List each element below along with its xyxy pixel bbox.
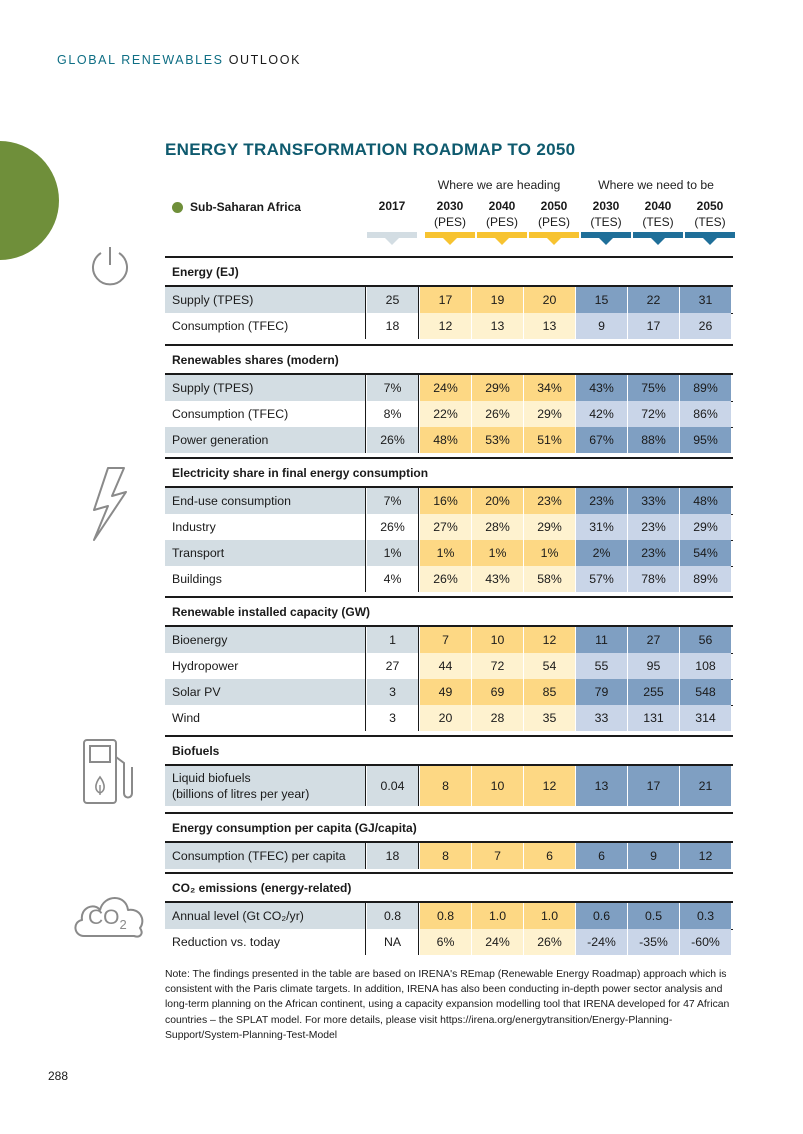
table-cell: 57% [575, 566, 627, 592]
table-cell: 108 [679, 653, 731, 679]
table-cell: 18 [366, 313, 419, 339]
table-cell: 23% [627, 540, 679, 566]
table-cell: 7 [471, 843, 523, 869]
section-rule [165, 457, 733, 459]
co2-icon-text: CO [88, 906, 120, 929]
table-cell: 1.0 [523, 903, 575, 929]
table-row [165, 566, 733, 592]
table-cell: 26% [471, 401, 523, 427]
column-arrow [442, 237, 458, 245]
table-cell: 58% [523, 566, 575, 592]
table-row [165, 843, 733, 869]
column-year: 2050 [540, 199, 568, 213]
table-cell: 24% [471, 929, 523, 955]
row-label: Hydropower [165, 653, 366, 679]
power-icon [87, 243, 133, 289]
column-year: 2017 [378, 199, 406, 213]
table-cell: 16% [419, 488, 471, 514]
table-cell: 1.0 [471, 903, 523, 929]
column-header [684, 198, 736, 230]
fuel-pump-icon [80, 737, 140, 805]
table-row [165, 627, 733, 653]
table-cell: 44 [419, 653, 471, 679]
table-cell: 67% [575, 427, 627, 453]
section-rule [165, 735, 733, 737]
table-cell: 27 [366, 653, 419, 679]
table-cell: 48% [419, 427, 471, 453]
table-cell: 3 [366, 705, 419, 731]
row-label: Power generation [165, 427, 366, 453]
section-title: Energy (EJ) [172, 265, 239, 279]
column-tab [581, 232, 631, 238]
table-cell: 33 [575, 705, 627, 731]
section-rule [165, 344, 733, 346]
tes-group-header: Where we need to be [598, 178, 714, 192]
table-cell: 131 [627, 705, 679, 731]
table-cell: 29% [679, 514, 731, 540]
region-label [172, 200, 301, 214]
column-arrow [546, 237, 562, 245]
table-cell: 85 [523, 679, 575, 705]
table-cell: 12 [679, 843, 731, 869]
table-cell: 78% [627, 566, 679, 592]
table-cell: 6% [419, 929, 471, 955]
table-cell: 72 [471, 653, 523, 679]
table-cell: 26% [419, 566, 471, 592]
table-cell: 0.8 [419, 903, 471, 929]
column-header [580, 198, 632, 230]
table-cell: 17 [627, 766, 679, 806]
table-cell: 1% [471, 540, 523, 566]
column-year: 2040 [488, 199, 516, 213]
column-tab [367, 232, 417, 238]
table-cell: 54 [523, 653, 575, 679]
table-cell: 29% [523, 401, 575, 427]
column-scenario: (TES) [694, 215, 726, 229]
table-row [165, 313, 733, 339]
table-cell: 29% [523, 514, 575, 540]
table-cell: -24% [575, 929, 627, 955]
table-row [165, 705, 733, 731]
table-cell: -60% [679, 929, 731, 955]
table-cell: 17 [627, 313, 679, 339]
table-cell: 6 [523, 843, 575, 869]
header-part2: OUTLOOK [228, 53, 302, 67]
table-row [165, 401, 733, 427]
table-cell: 10 [471, 766, 523, 806]
co2-cloud-icon [70, 880, 150, 942]
table-cell: 43% [575, 375, 627, 401]
table-cell: 72% [627, 401, 679, 427]
column-arrow [384, 237, 400, 245]
table-cell: 7% [366, 375, 419, 401]
column-scenario: (PES) [485, 215, 518, 229]
column-scenario: (TES) [590, 215, 622, 229]
table-cell: 26% [366, 427, 419, 453]
table-cell: 95 [627, 653, 679, 679]
table-cell: 13 [471, 313, 523, 339]
row-label: Supply (TPES) [165, 287, 366, 313]
table-cell: 23% [627, 514, 679, 540]
table-row [165, 514, 733, 540]
table-row [165, 653, 733, 679]
row-label: Consumption (TFEC) per capita [165, 843, 366, 869]
row-label: Wind [165, 705, 366, 731]
row-label: Annual level (Gt CO₂/yr) [165, 903, 366, 929]
column-year: 2050 [696, 199, 724, 213]
table-cell: 48% [679, 488, 731, 514]
table-cell: 23% [523, 488, 575, 514]
column-tab [425, 232, 475, 238]
table-cell: 86% [679, 401, 731, 427]
column-arrow [702, 237, 718, 245]
table-cell: 13 [523, 313, 575, 339]
row-label: Consumption (TFEC) [165, 313, 366, 339]
table-cell: 43% [471, 566, 523, 592]
section-title: Energy consumption per capita (GJ/capita) [172, 821, 417, 835]
pes-group-header: Where we are heading [437, 178, 561, 192]
table-cell: 53% [471, 427, 523, 453]
table-cell: 21 [679, 766, 731, 806]
section-title: Renewable installed capacity (GW) [172, 605, 371, 619]
table-cell: 15 [575, 287, 627, 313]
table-cell: 1% [419, 540, 471, 566]
table-cell: 56 [679, 627, 731, 653]
table-cell: 12 [523, 627, 575, 653]
table-cell: 548 [679, 679, 731, 705]
table-cell: 7% [366, 488, 419, 514]
table-cell: 1% [523, 540, 575, 566]
table-cell: 7 [419, 627, 471, 653]
row-label: Buildings [165, 566, 366, 592]
table-cell: NA [366, 929, 419, 955]
region-dot [172, 202, 183, 213]
section-rule [165, 872, 733, 874]
table-cell: 18 [366, 843, 419, 869]
table-cell: 28 [471, 705, 523, 731]
row-label: Supply (TPES) [165, 375, 366, 401]
column-header [528, 198, 580, 230]
column-arrow [650, 237, 666, 245]
footnote: Note: The findings presented in the table are based on IRENA's REmap (Renewable Energy Roadmap) approach which is consistent with the Paris climate targets. In addition, IRENA has also been conducting in-depth power sector analysis and long-term planning on the African continent, using a capacity expansion modelling tool that IRENA developed for 47 African countries – the SPLAT model. For more details, please visit https://irena.org/energytransition/Energy-Planning-Support/System-Planning-Test-Model [165, 969, 730, 1041]
table-row [165, 679, 733, 705]
row-label: Bioenergy [165, 627, 366, 653]
table-cell: 9 [627, 843, 679, 869]
column-scenario: (PES) [433, 215, 466, 229]
table-row [165, 929, 733, 955]
column-tab [633, 232, 683, 238]
row-label [165, 766, 366, 806]
table-cell: 35 [523, 705, 575, 731]
table-cell: 34% [523, 375, 575, 401]
lightning-icon [88, 466, 132, 542]
table-cell: 1 [366, 627, 419, 653]
section-title: Biofuels [172, 744, 220, 758]
table-row [165, 427, 733, 453]
table-cell: 10 [471, 627, 523, 653]
table-cell: 25 [366, 287, 419, 313]
column-scenario: (PES) [537, 215, 570, 229]
table-cell: 26% [366, 514, 419, 540]
row-label-line2: (billions of litres per year) [172, 787, 310, 801]
row-label: Industry [165, 514, 366, 540]
table-cell: 49 [419, 679, 471, 705]
table-cell: 0.3 [679, 903, 731, 929]
table-cell: 31% [575, 514, 627, 540]
column-arrow [598, 237, 614, 245]
table-cell: 20% [471, 488, 523, 514]
table-cell: 75% [627, 375, 679, 401]
table-cell: 8% [366, 401, 419, 427]
table-cell: -35% [627, 929, 679, 955]
table-cell: 2% [575, 540, 627, 566]
table-cell: 17 [419, 287, 471, 313]
row-label: End-use consumption [165, 488, 366, 514]
column-header [476, 198, 528, 230]
table-cell: 69 [471, 679, 523, 705]
table-cell: 89% [679, 375, 731, 401]
table-cell: 95% [679, 427, 731, 453]
table-row [165, 766, 733, 806]
column-tab [529, 232, 579, 238]
table-cell: 88% [627, 427, 679, 453]
page-title: ENERGY TRANSFORMATION ROADMAP TO 2050 [165, 140, 576, 159]
table-row [165, 540, 733, 566]
table-cell: 54% [679, 540, 731, 566]
table-cell: 26% [523, 929, 575, 955]
table-cell: 12 [523, 766, 575, 806]
table-cell: 0.04 [366, 766, 419, 806]
table-cell: 6 [575, 843, 627, 869]
section-rule [165, 596, 733, 598]
table-cell: 24% [419, 375, 471, 401]
table-cell: 42% [575, 401, 627, 427]
table-cell: 1% [366, 540, 419, 566]
table-cell: 55 [575, 653, 627, 679]
row-label: Solar PV [165, 679, 366, 705]
table-row [165, 287, 733, 313]
table-cell: 29% [471, 375, 523, 401]
table-cell: 20 [419, 705, 471, 731]
table-cell: 314 [679, 705, 731, 731]
section-title: Renewables shares (modern) [172, 353, 339, 367]
table-cell: 8 [419, 766, 471, 806]
table-cell: 4% [366, 566, 419, 592]
table-cell: 28% [471, 514, 523, 540]
table-row [165, 375, 733, 401]
page-number: 288 [48, 1069, 69, 1083]
header-part1: GLOBAL RENEWABLES [57, 53, 224, 67]
column-scenario: (TES) [642, 215, 674, 229]
table-cell: 26 [679, 313, 731, 339]
table-cell: 89% [679, 566, 731, 592]
table-cell: 8 [419, 843, 471, 869]
section-title: Electricity share in final energy consumption [172, 466, 429, 480]
table-cell: 22% [419, 401, 471, 427]
column-year: 2030 [436, 199, 464, 213]
row-label: Consumption (TFEC) [165, 401, 366, 427]
table-cell: 27 [627, 627, 679, 653]
table-cell: 33% [627, 488, 679, 514]
column-year: 2040 [644, 199, 672, 213]
table-row [165, 488, 733, 514]
green-circle-decoration [0, 141, 59, 260]
table-cell: 27% [419, 514, 471, 540]
table-cell: 9 [575, 313, 627, 339]
table-cell: 22 [627, 287, 679, 313]
table-cell: 20 [523, 287, 575, 313]
section-rule [165, 256, 733, 258]
region-name: Sub-Saharan Africa [190, 200, 301, 214]
column-tab [477, 232, 527, 238]
table-cell: 3 [366, 679, 419, 705]
column-tab [685, 232, 735, 238]
table-cell: 31 [679, 287, 731, 313]
column-year: 2030 [592, 199, 620, 213]
table-cell: 19 [471, 287, 523, 313]
table-cell: 12 [419, 313, 471, 339]
section-rule [165, 812, 733, 814]
table-cell: 79 [575, 679, 627, 705]
table-cell: 51% [523, 427, 575, 453]
table-cell: 11 [575, 627, 627, 653]
section-title: CO₂ emissions (energy-related) [172, 881, 352, 895]
table-cell: 23% [575, 488, 627, 514]
running-header [57, 53, 301, 67]
column-header [424, 198, 476, 230]
co2-icon-sub: 2 [119, 917, 127, 932]
table-cell: 0.8 [366, 903, 419, 929]
row-label: Transport [165, 540, 366, 566]
column-header [632, 198, 684, 230]
column-arrow [494, 237, 510, 245]
row-label-line1: Liquid biofuels [172, 771, 251, 785]
table-cell: 0.6 [575, 903, 627, 929]
column-header [366, 198, 418, 214]
table-row [165, 903, 733, 929]
row-label: Reduction vs. today [165, 929, 366, 955]
table-cell: 0.5 [627, 903, 679, 929]
table-cell: 13 [575, 766, 627, 806]
table-cell: 255 [627, 679, 679, 705]
